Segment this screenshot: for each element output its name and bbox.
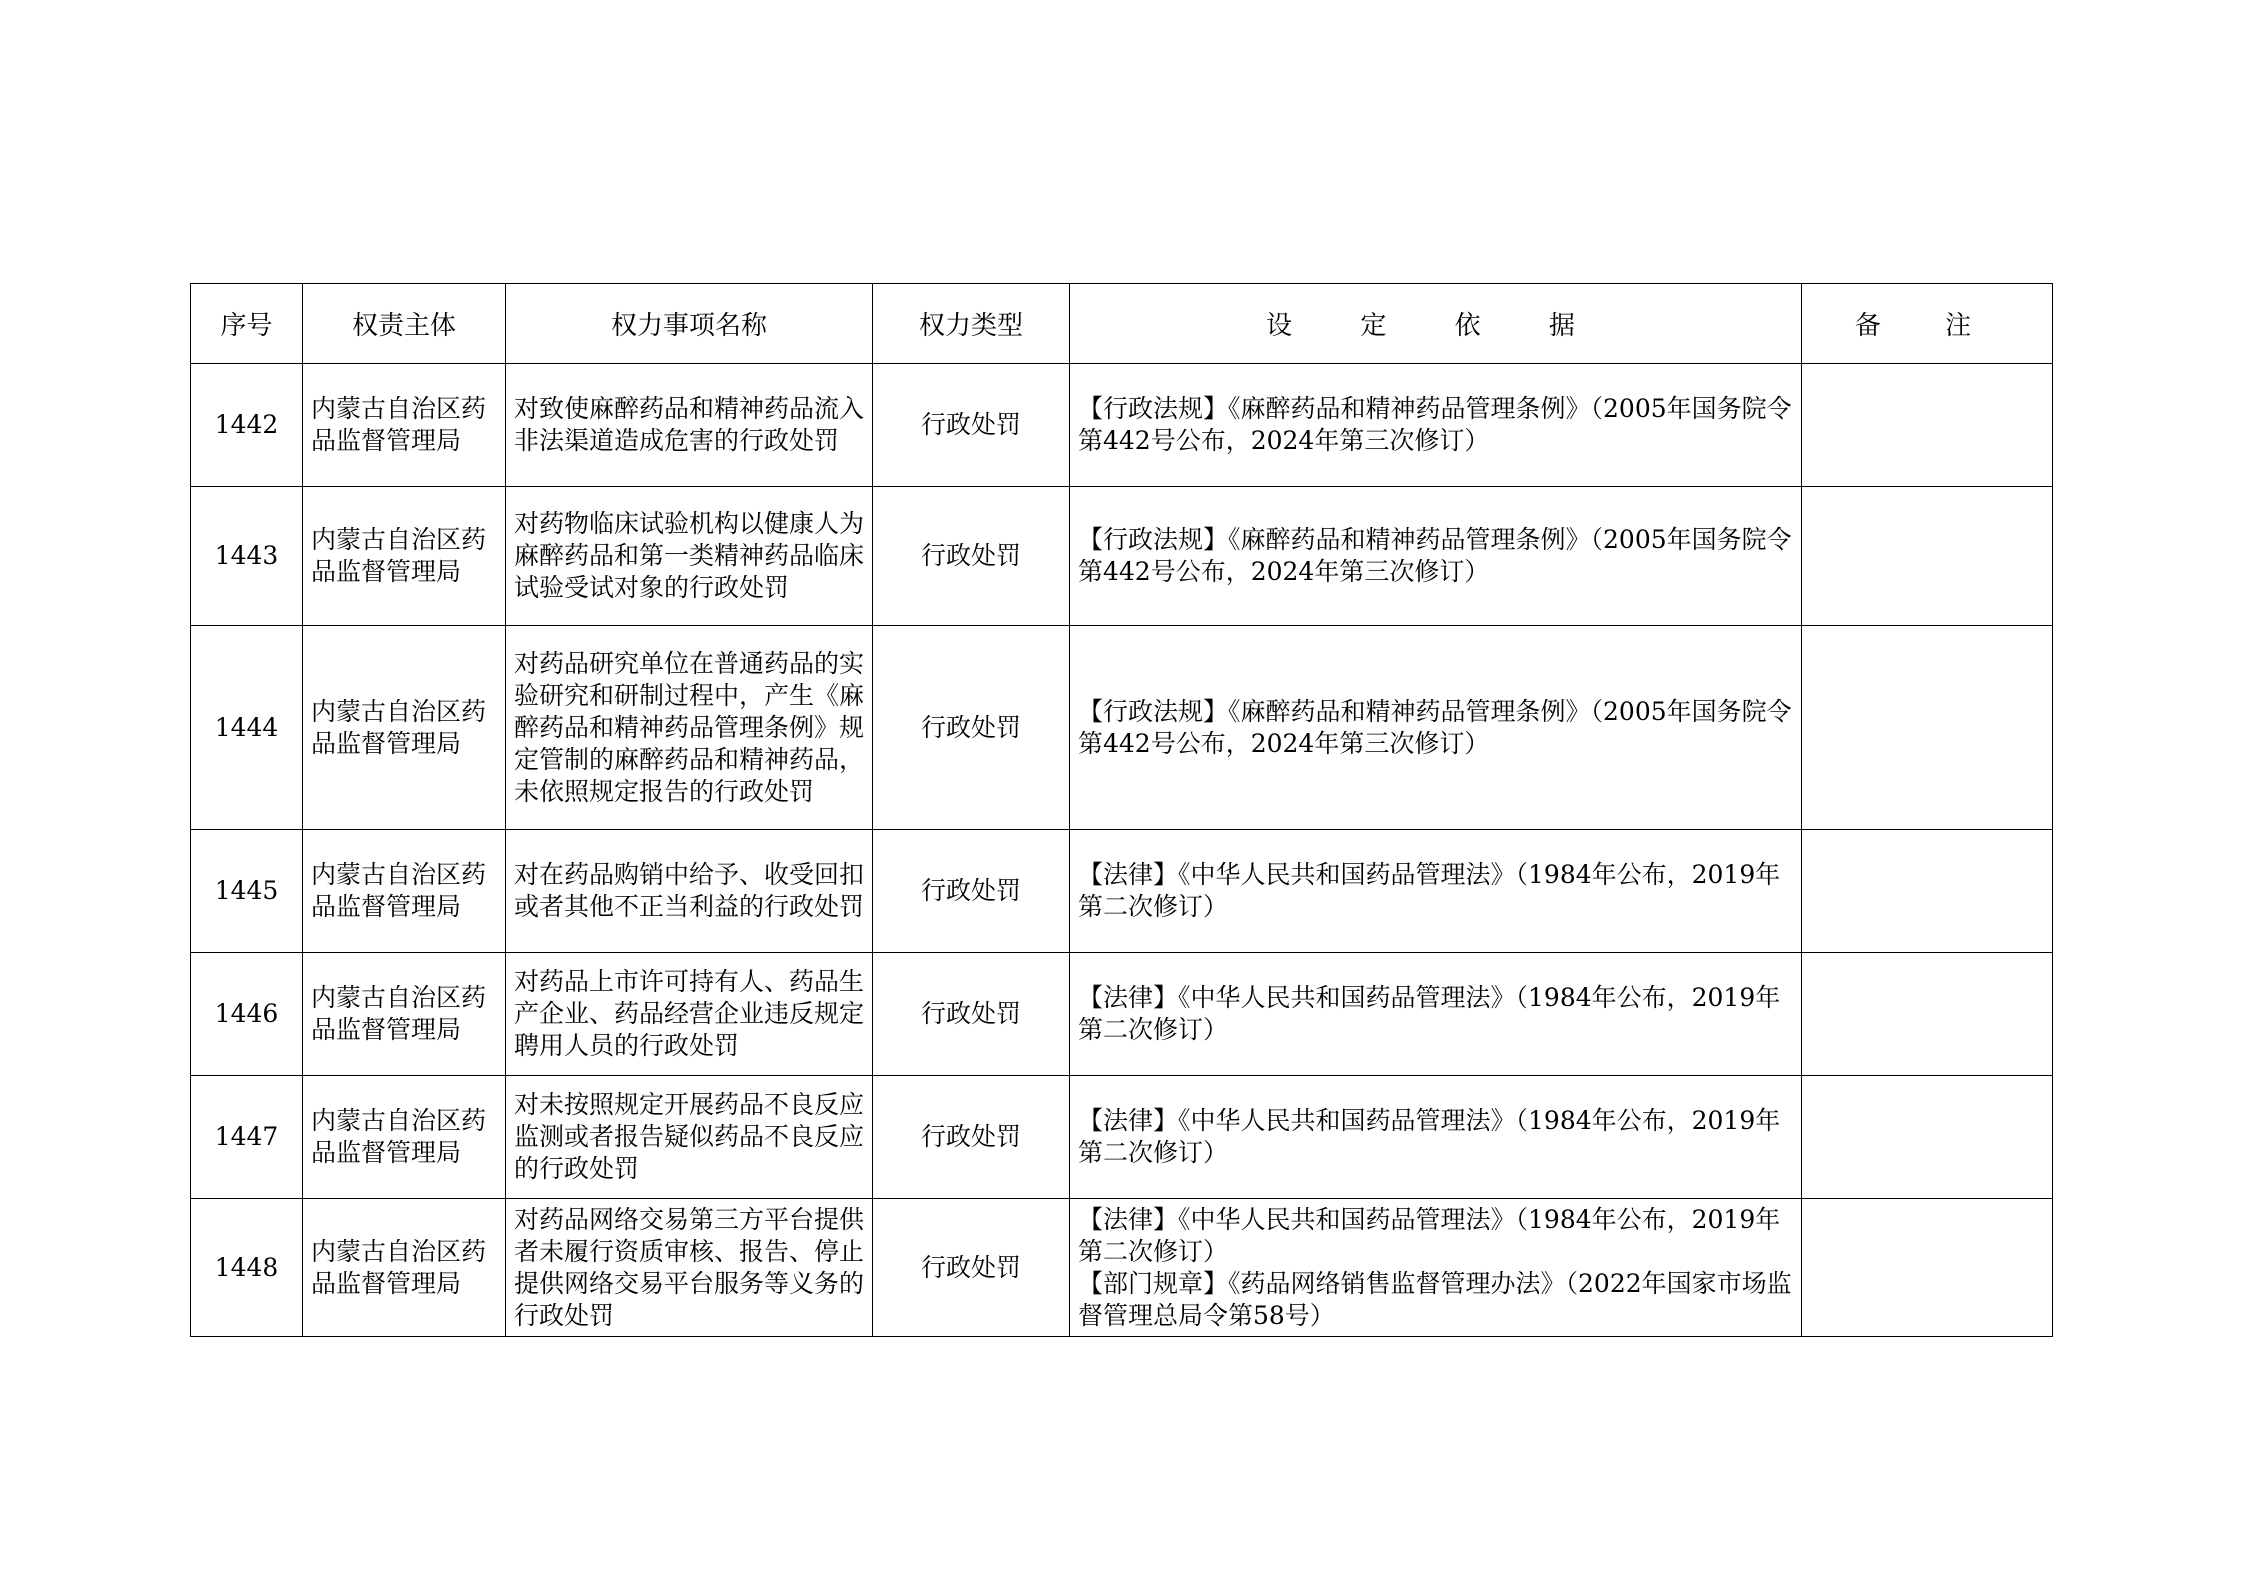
header-seq: 序号 [191, 284, 303, 364]
row-type: 行政处罚 [873, 364, 1070, 487]
row-subject: 内蒙古自治区药品监督管理局 [303, 487, 506, 626]
basis-entry: 【行政法规】《麻醉药品和精神药品管理条例》（2005年国务院令第442号公布，2024年第三次修订） [1078, 525, 1792, 586]
basis-entry: 【法律】《中华人民共和国药品管理法》（1984年公布，2019年第二次修订） [1078, 983, 1781, 1044]
row-item-name: 对在药品购销中给予、收受回扣或者其他不正当利益的行政处罚 [506, 830, 873, 953]
table-body [191, 364, 2053, 1337]
row-type: 行政处罚 [873, 830, 1070, 953]
row-basis [1070, 364, 1802, 487]
row-subject: 内蒙古自治区药品监督管理局 [303, 953, 506, 1076]
row-basis [1070, 1199, 1802, 1337]
row-item-name: 对药品研究单位在普通药品的实验研究和研制过程中，产生《麻醉药品和精神药品管理条例》规定管制的麻醉药品和精神药品，未依照规定报告的行政处罚 [506, 626, 873, 830]
row-subject: 内蒙古自治区药品监督管理局 [303, 1076, 506, 1199]
row-seq: 1446 [191, 953, 303, 1076]
row-subject: 内蒙古自治区药品监督管理局 [303, 626, 506, 830]
row-remark [1802, 830, 2053, 953]
row-remark [1802, 953, 2053, 1076]
row-item-name: 对致使麻醉药品和精神药品流入非法渠道造成危害的行政处罚 [506, 364, 873, 487]
row-remark [1802, 487, 2053, 626]
row-remark [1802, 1199, 2053, 1337]
header-type: 权力类型 [873, 284, 1070, 364]
header-subject: 权责主体 [303, 284, 506, 364]
authority-list-table [190, 283, 2053, 1337]
row-basis [1070, 830, 1802, 953]
row-subject: 内蒙古自治区药品监督管理局 [303, 364, 506, 487]
header-item-name: 权力事项名称 [506, 284, 873, 364]
table-header-row [191, 284, 2053, 364]
row-basis [1070, 626, 1802, 830]
row-basis [1070, 953, 1802, 1076]
table-row [191, 1199, 2053, 1337]
row-seq: 1442 [191, 364, 303, 487]
row-type: 行政处罚 [873, 626, 1070, 830]
row-type: 行政处罚 [873, 1199, 1070, 1337]
table-row [191, 626, 2053, 830]
basis-entry: 【行政法规】《麻醉药品和精神药品管理条例》（2005年国务院令第442号公布，2024年第三次修订） [1078, 696, 1792, 758]
basis-entry: 【法律】《中华人民共和国药品管理法》（1984年公布，2019年第二次修订） [1078, 860, 1781, 921]
row-item-name: 对未按照规定开展药品不良反应监测或者报告疑似药品不良反应的行政处罚 [506, 1076, 873, 1199]
row-basis [1070, 1076, 1802, 1199]
basis-entry: 【行政法规】《麻醉药品和精神药品管理条例》（2005年国务院令第442号公布，2024年第三次修订） [1078, 394, 1792, 455]
row-subject: 内蒙古自治区药品监督管理局 [303, 1199, 506, 1337]
table-row [191, 830, 2053, 953]
row-seq: 1447 [191, 1076, 303, 1199]
row-remark [1802, 364, 2053, 487]
row-seq: 1444 [191, 626, 303, 830]
row-item-name: 对药品网络交易第三方平台提供者未履行资质审核、报告、停止提供网络交易平台服务等义务的行政处罚 [506, 1199, 873, 1337]
row-seq: 1448 [191, 1199, 303, 1337]
row-type: 行政处罚 [873, 953, 1070, 1076]
row-remark [1802, 1076, 2053, 1199]
table-row [191, 364, 2053, 487]
row-basis [1070, 487, 1802, 626]
table-row [191, 487, 2053, 626]
header-remark: 备 注 [1802, 284, 2053, 364]
row-type: 行政处罚 [873, 487, 1070, 626]
header-basis: 设 定 依 据 [1070, 284, 1802, 364]
table-row [191, 1076, 2053, 1199]
row-seq: 1443 [191, 487, 303, 626]
basis-entry: 【法律】《中华人民共和国药品管理法》（1984年公布，2019年第二次修订） [1078, 1204, 1781, 1266]
row-subject: 内蒙古自治区药品监督管理局 [303, 830, 506, 953]
row-item-name: 对药物临床试验机构以健康人为麻醉药品和第一类精神药品临床试验受试对象的行政处罚 [506, 487, 873, 626]
basis-entry: 【法律】《中华人民共和国药品管理法》（1984年公布，2019年第二次修订） [1078, 1106, 1781, 1167]
row-remark [1802, 626, 2053, 830]
row-seq: 1445 [191, 830, 303, 953]
basis-entry: 【部门规章】《药品网络销售监督管理办法》（2022年国家市场监督管理总局令第58号） [1078, 1268, 1792, 1330]
row-item-name: 对药品上市许可持有人、药品生产企业、药品经营企业违反规定聘用人员的行政处罚 [506, 953, 873, 1076]
table-row [191, 953, 2053, 1076]
row-type: 行政处罚 [873, 1076, 1070, 1199]
